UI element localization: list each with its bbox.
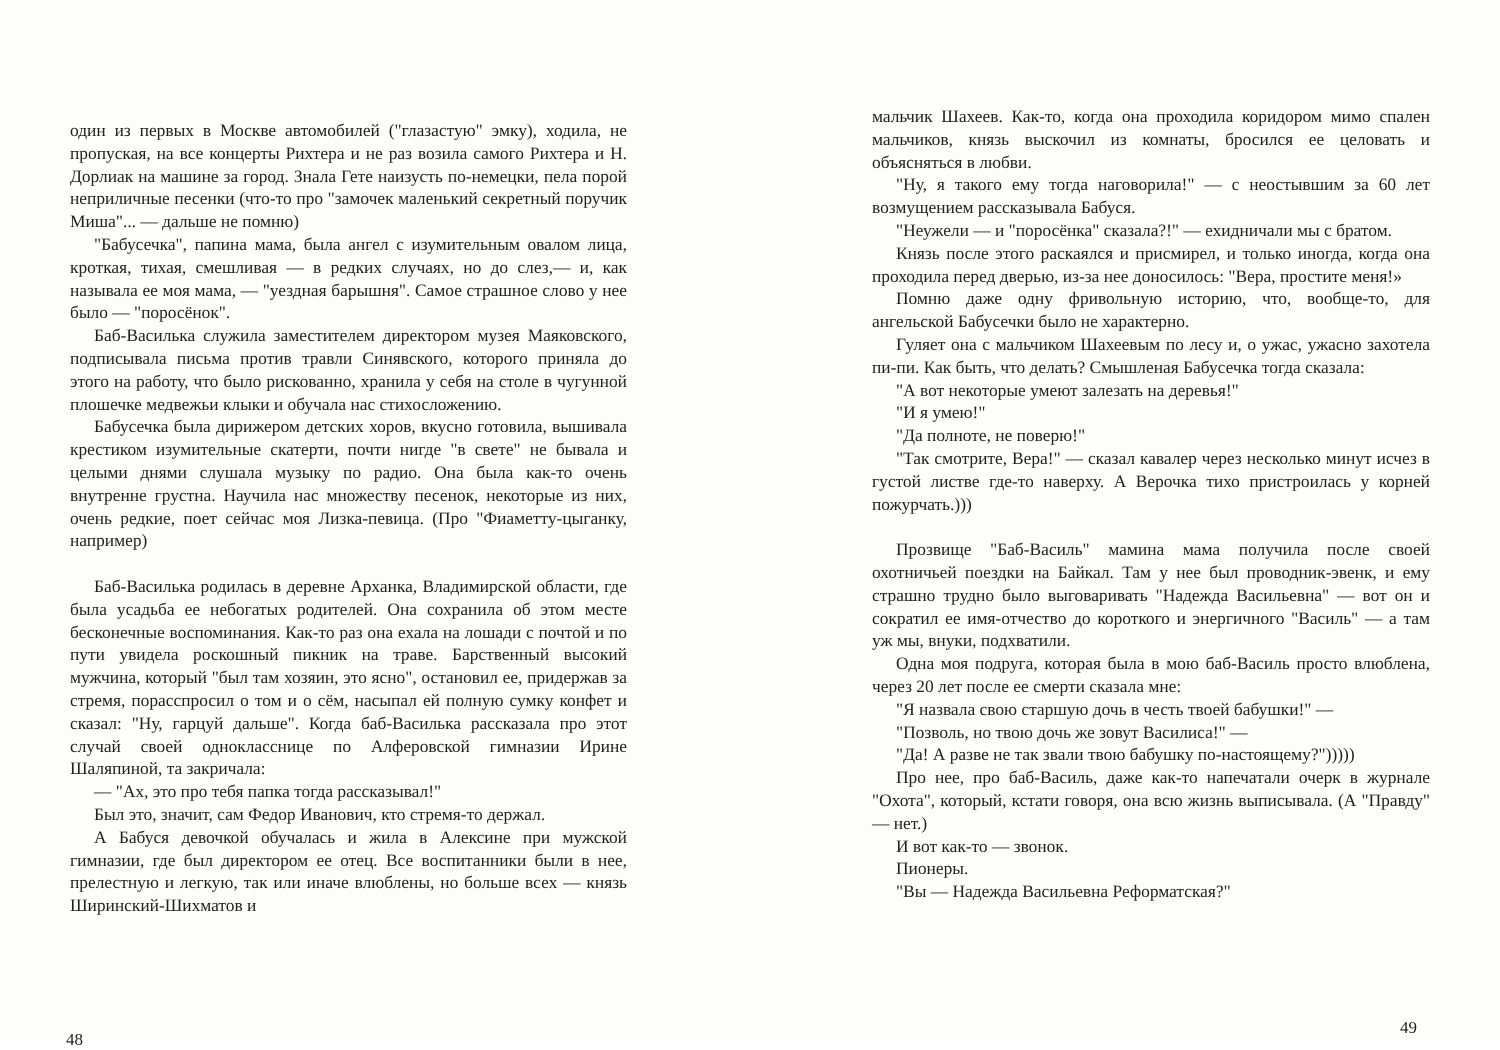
paragraph: Про нее, про баб-Василь, даже как-то напечатали очерк в журнале "Охота", который, кстати говоря, она всю жизнь выписывала. (А "Правду" — нет.) (872, 767, 1430, 833)
paragraph-gap (70, 552, 627, 575)
page-number-right: 49 (1400, 1018, 1417, 1037)
right-page (750, 0, 1500, 1038)
paragraph: "И я умею!" (896, 402, 986, 423)
page-number-left: 48 (66, 1030, 83, 1049)
paragraph: "Ну, я такого ему тогда наговорила!" — с неостывшим за 60 лет возмущением рассказывала Бабуся. (872, 174, 1430, 218)
paragraph: "Неужели — и "поросёнка" сказала?!" — ехидничали мы с братом. (896, 219, 1393, 240)
paragraph: Пионеры. (896, 858, 969, 879)
paragraph: "Бабусечка", папина мама, была ангел с изумительным овалом лица, кроткая, тихая, смешливая — в редких случаях, но до слез,— и, как называла ее моя мама, — "уездная барышня". Самое страшное слово у нее было — "поросёнок". (70, 233, 627, 323)
paragraph: — "Ах, это про тебя папка тогда рассказывал!" (94, 781, 442, 802)
paragraph: "Да! А разве не так звали твою бабушку по-настоящему?"))))) (896, 744, 1355, 765)
paragraph: Князь после этого раскаялся и присмирел, и только иногда, когда она проходила перед дверью, из-за нее доносилось: "Вера, простите меня!» (872, 242, 1430, 286)
paragraph: "А вот некоторые умеют залезать на деревья!" (896, 379, 1239, 400)
left-page-text (70, 119, 627, 917)
paragraph: Гуляет она с мальчиком Шахеевым по лесу и, о ужас, ужасно захотела пи-пи. Как быть, что делать? Смышленая Бабусечка тогда сказала: (872, 333, 1430, 377)
paragraph: Баб-Василька служила заместителем директором музея Маяковского, подписывала письма против травли Синявского, которого приняла до этого на работу, что было рискованно, хранила у себя на столе в чугунной плошечке медвежьи клыки и обучала нас стихосложению. (70, 325, 627, 414)
paragraph: "Так смотрите, Вера!" — сказал кавалер через несколько минут исчез в густой листве где-то наверху. А Верочка тихо пристроилась у корней пожурчать.))) (872, 447, 1430, 514)
paragraph-gap (872, 515, 1430, 538)
right-page-text (872, 105, 1430, 903)
paragraph: Прозвище "Баб-Василь" мамина мама получила после своей охотничьей поездки на Байкал. Там у нее был проводник-эвенк, и ему страшно трудно было выговаривать "Надежда Васильевна" — вот он и сократил ее имя-отчество до короткого и энергичного "Василь" — а там уж мы, внуки, подхватили. (872, 539, 1430, 651)
paragraph: "Я назвала свою старшую дочь в честь твоей бабушки!" — (896, 698, 1334, 719)
paragraph: мальчик Шахеев. Как-то, когда она проходила коридором мимо спален мальчиков, князь выскочил из комнаты, бросился ее целовать и объясняться в любви. (872, 106, 1430, 172)
left-page (0, 0, 750, 1049)
paragraph: И вот как-то — звонок. (896, 835, 1069, 856)
paragraph: "Вы — Надежда Васильевна Реформатская?" (896, 881, 1231, 902)
paragraph: А Бабуся девочкой обучалась и жила в Алексине при мужской гимназии, где был директором ее отец. Все воспитанники были в нее, прелестную и легкую, так или иначе влюблены, но больше всех — князь Ширинский-Шихматов и (70, 826, 627, 916)
paragraph: Был это, значит, сам Федор Иванович, кто стремя-то держал. (94, 803, 546, 824)
paragraph: "Да полноте, не поверю!" (896, 425, 1086, 446)
paragraph: один из первых в Москве автомобилей ("глазастую" эмку), ходила, не пропуская, на все концерты Рихтера и не раз возила самого Рихтера и Н. Дорлиак на машине за город. Знала Гете наизусть по-немецки, пела порой неприличные песенки (что-то про "замочек маленький секретный поручик Миша"... — дальше не помню) (70, 120, 627, 232)
paragraph: Одна моя подруга, которая была в мою баб-Василь просто влюблена, через 20 лет после ее смерти сказала мне: (872, 653, 1430, 696)
paragraph: Баб-Василька родилась в деревне Арханка, Владимирской области, где была усадьба ее небогатых родителей. Она сохранила об этом месте бесконечные воспоминания. Как-то раз она ехала на лошади с почтой и по пути увидела роскошный пикник на траве. Барственный высокий мужчина, который "был там хозяин, это ясно", остановил ее, придержав за стремя, порасспросил о том и о сём, насыпал ей полную сумку конфет и сказал: "Ну, гарцуй дальше". Когда баб-Василька рассказала про этот случай своей однокласснице по Алферовской гимназии Ирине Шаляпиной, та закричала: (70, 575, 627, 779)
paragraph: Бабусечка была дирижером детских хоров, вкусно готовила, вышивала крестиком изумительные скатерти, почти нигде "в свете" не бывала и целыми днями слушала музыку по радио. Она была как-то очень внутренне грустна. Научила нас множеству песенок, некоторые из них, очень редкие, поет сейчас моя Лизка-певица. (Про "Фиаметту-цыганку, например) (70, 416, 627, 551)
paragraph: "Позволь, но твою дочь же зовут Василиса!" — (896, 721, 1248, 742)
paragraph: Помню даже одну фривольную историю, что, вообще-то, для ангельской Бабусечки было не характерно. (872, 288, 1430, 332)
